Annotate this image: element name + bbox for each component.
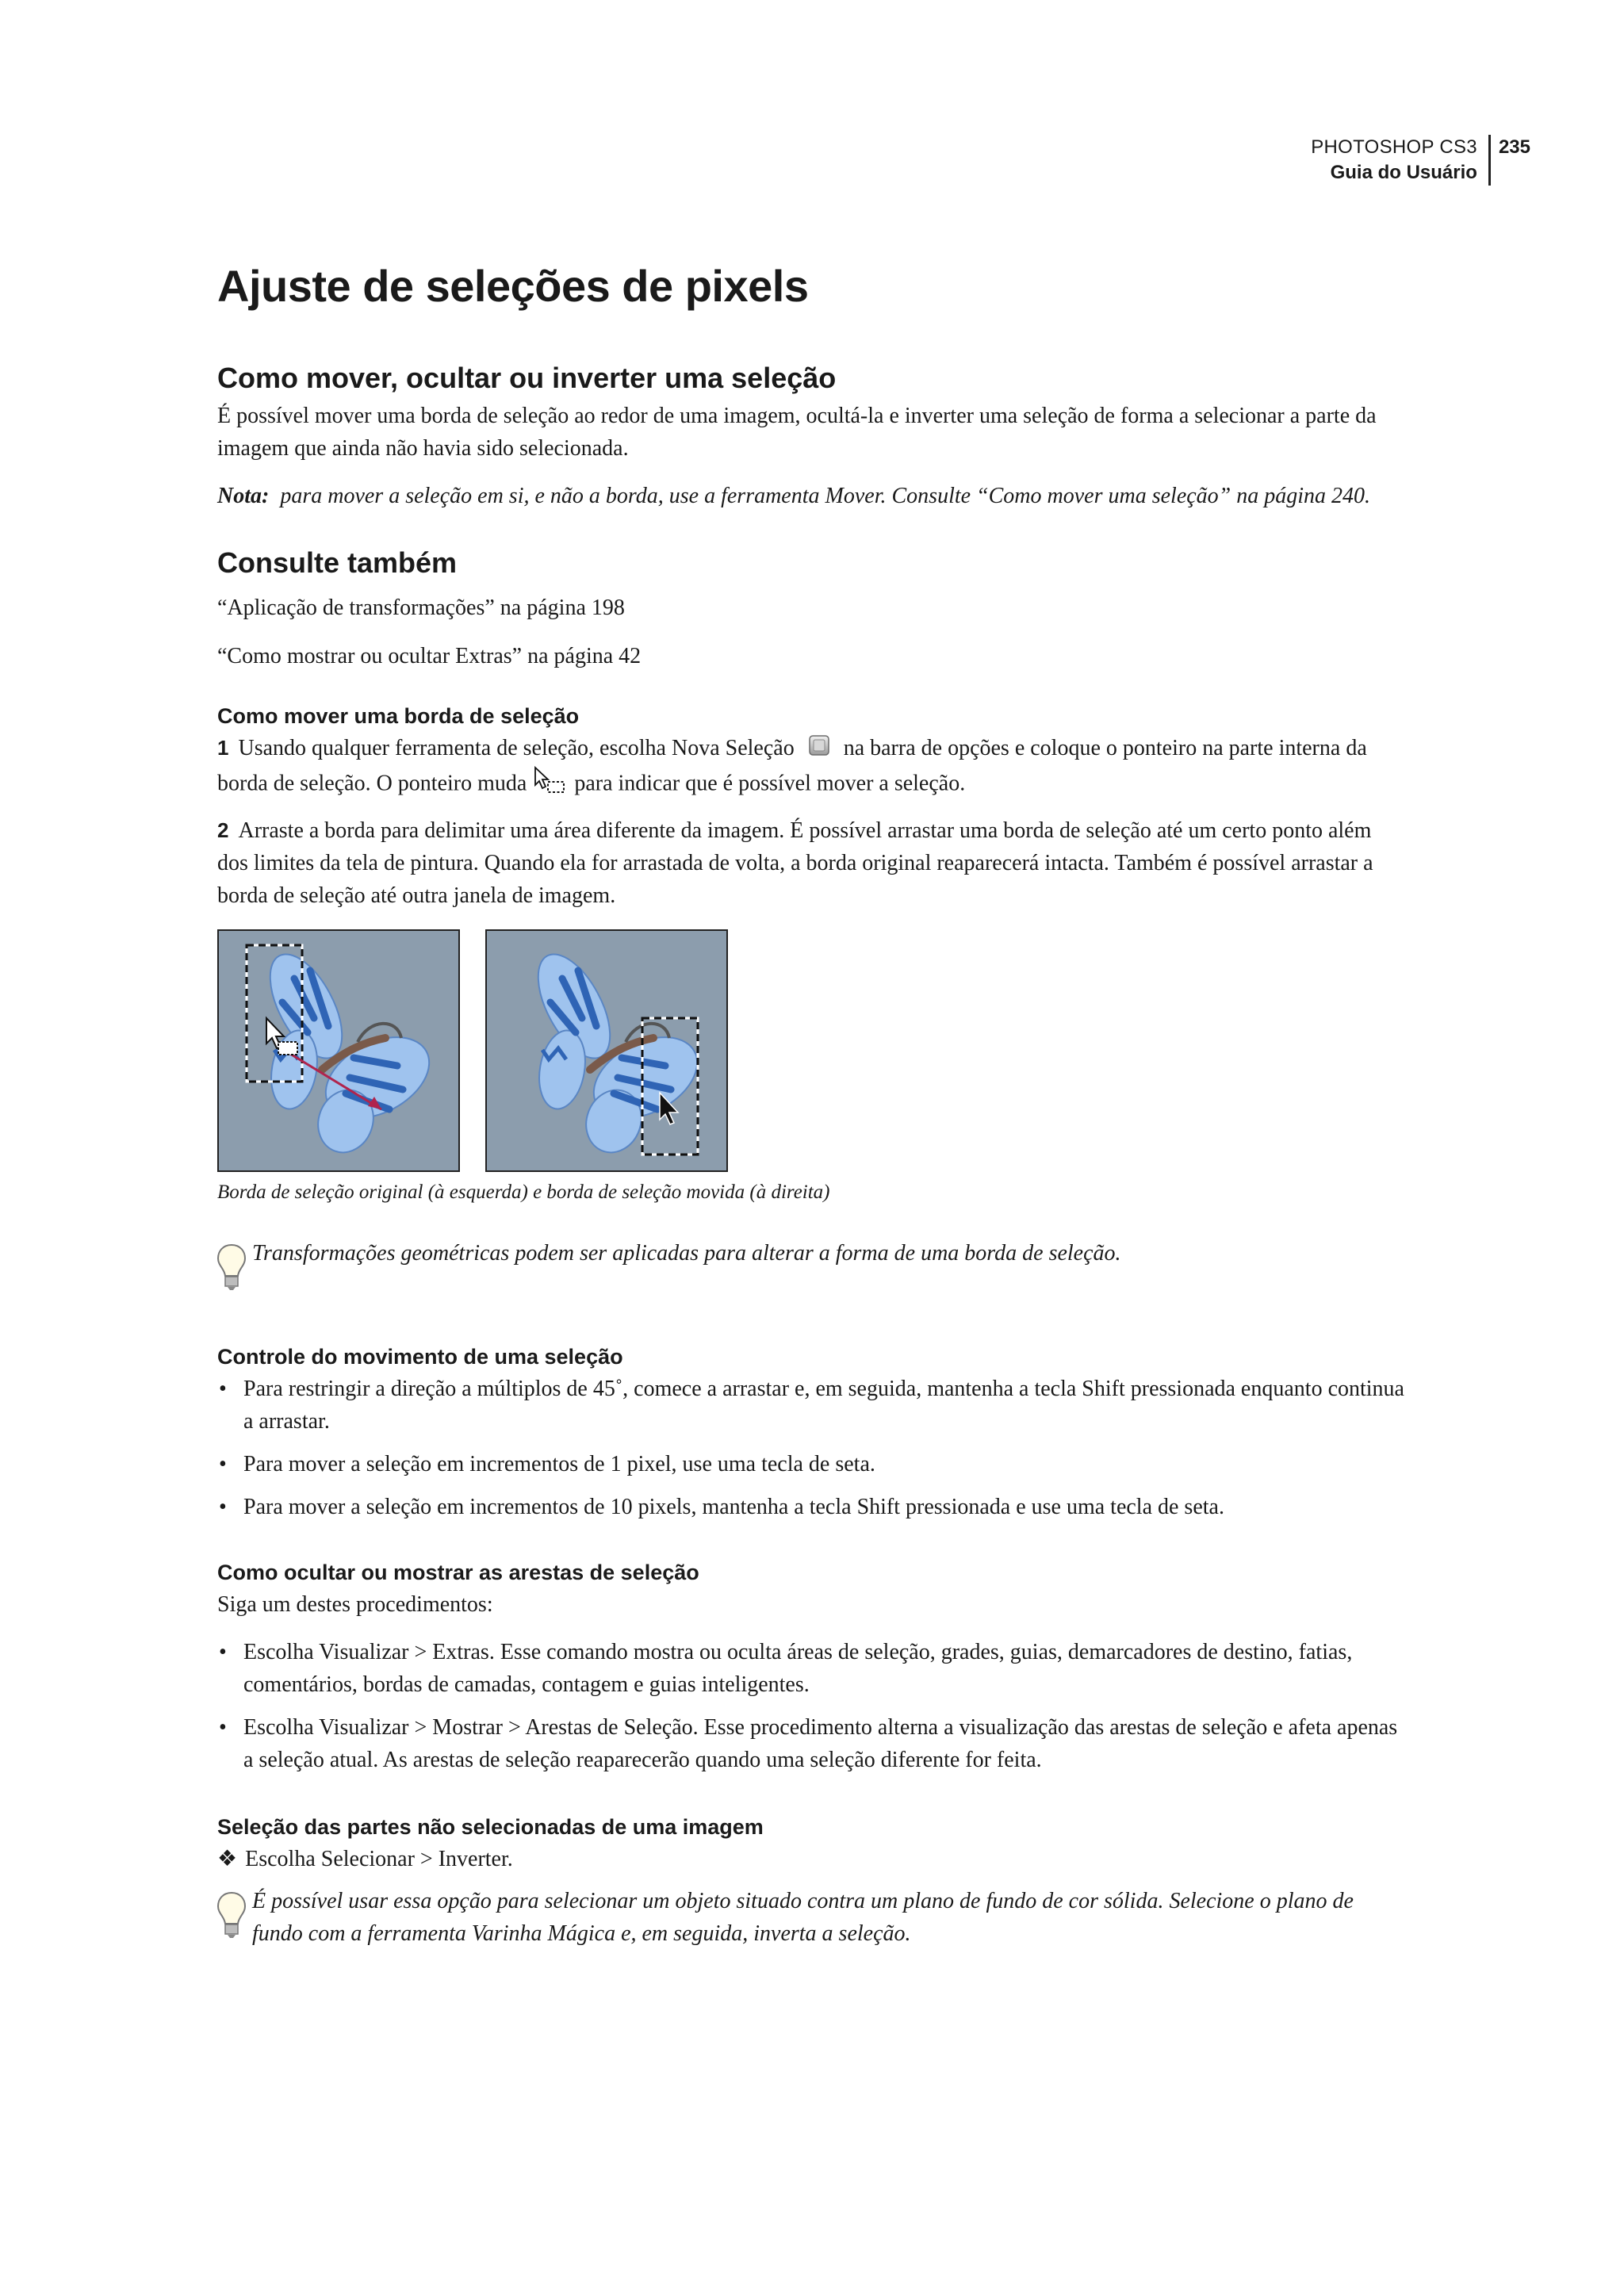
note-text: para mover a seleção em si, e não a borda, use a ferramenta Mover. Consulte “Como mover uma seleção” na página 240. — [280, 484, 1371, 508]
figure-caption: Borda de seleção original (à esquerda) e borda de seleção movida (à direita) — [217, 1181, 830, 1204]
step-number: 2 — [217, 818, 229, 843]
note-label: Nota: — [217, 484, 270, 508]
list-item: • Para restringir a direção a múltiplos de 45˚, comece a arrastar e, em seguida, mantenha a tecla Shift pressionada enquanto continua a arrastar. — [217, 1373, 1407, 1438]
tip-text: É possível usar essa opção para selecionar um objeto situado contra um plano de fundo de cor sólida. Selecione o plano de fundo com a ferramenta Varinha Mágica e, em seguida, inverta a seleção. — [252, 1889, 1354, 1947]
page-header — [1311, 135, 1530, 186]
see-also-link-extras[interactable]: “Como mostrar ou ocultar Extras” na página 42 — [217, 644, 642, 668]
step-1-text-c: para indicar que é possível mover a seleção. — [574, 771, 966, 796]
list-item: • Para mover a seleção em incrementos de 10 pixels, mantenha a tecla Shift pressionada e use uma tecla de seta. — [217, 1491, 1407, 1523]
list-item: • Escolha Visualizar > Mostrar > Arestas de Seleção. Esse procedimento alterna a visualização das arestas de seleção e afeta apenas a seleção atual. As arestas de seleção reaparecerão quando uma seleção diferente for feita. — [217, 1711, 1407, 1776]
move-selection-pointer-icon — [532, 766, 569, 804]
page-number: 235 — [1498, 136, 1530, 158]
header-guide: Guia do Usuário — [1330, 162, 1477, 183]
step-2 — [217, 814, 1407, 912]
step-1-text-a: Usando qualquer ferramenta de seleção, escolha Nova Seleção — [238, 736, 795, 760]
new-selection-icon — [808, 733, 830, 766]
invert-heading: Seleção das partes não selecionadas de uma imagem — [217, 1815, 764, 1840]
figure-moved-border — [485, 929, 728, 1172]
lightbulb-icon — [216, 1242, 252, 1295]
lightbulb-icon — [216, 1890, 252, 1943]
see-also-link-transformations[interactable]: “Aplicação de transformações” na página 198 — [217, 596, 625, 620]
hide-edges-list — [217, 1636, 1407, 1776]
move-border-heading: Como mover uma borda de seleção — [217, 704, 580, 728]
diamond-bullet-icon: ❖ — [217, 1847, 238, 1872]
control-movement-list — [217, 1373, 1407, 1523]
hide-edges-heading: Como ocultar ou mostrar as arestas de seleção — [217, 1561, 699, 1585]
tip-transformations — [217, 1237, 1407, 1295]
figure-original-border — [217, 929, 460, 1172]
header-title-block — [1311, 135, 1491, 186]
control-movement-heading: Controle do movimento de uma seleção — [217, 1345, 623, 1369]
hide-edges-intro: Siga um destes procedimentos: — [217, 1592, 493, 1618]
tip-magic-wand — [217, 1885, 1407, 1950]
butterfly-image — [523, 944, 710, 1161]
section-heading-move-hide-invert: Como mover, ocultar ou inverter uma seleção — [217, 362, 837, 394]
note — [217, 480, 1407, 512]
page-content — [217, 254, 1407, 1950]
list-item: • Escolha Visualizar > Extras. Esse comando mostra ou oculta áreas de seleção, grades, guias, demarcadores de destino, fatias, comentários, bordas de camadas, contagem e guias inteligentes. — [217, 1636, 1407, 1701]
step-1 — [217, 732, 1407, 804]
section-intro: É possível mover uma borda de seleção ao redor de uma imagem, ocultá-la e inverter uma seleção de forma a selecionar a parte da imagem que ainda não havia sido selecionada. — [217, 404, 1377, 461]
invert-step-text: Escolha Selecionar > Inverter. — [245, 1847, 513, 1872]
figure-pair — [217, 929, 1407, 1172]
step-1-text-b: na barra de opções e coloque o ponteiro na parte interna da borda de seleção. O ponteiro muda — [217, 736, 1367, 796]
step-2-text: Arraste a borda para delimitar uma área diferente da imagem. É possível arrastar uma borda de seleção até um certo ponto além dos limites da tela de pintura. Quando ela for arrastada de volta, a borda original reaparecerá intacta. Também é possível arrastar a borda de seleção até outra janela de imagem. — [217, 818, 1373, 909]
header-product: PHOTOSHOP CS3 — [1311, 136, 1477, 158]
invert-step — [217, 1843, 1407, 1875]
list-item: • Para mover a seleção em incrementos de 1 pixel, use uma tecla de seta. — [217, 1448, 1407, 1480]
step-number: 1 — [217, 736, 229, 760]
tip-text: Transformações geométricas podem ser aplicadas para alterar a forma de uma borda de seleção. — [252, 1241, 1121, 1266]
see-also-heading: Consulte também — [217, 546, 458, 579]
page-title: Ajuste de seleções de pixels — [217, 261, 809, 311]
